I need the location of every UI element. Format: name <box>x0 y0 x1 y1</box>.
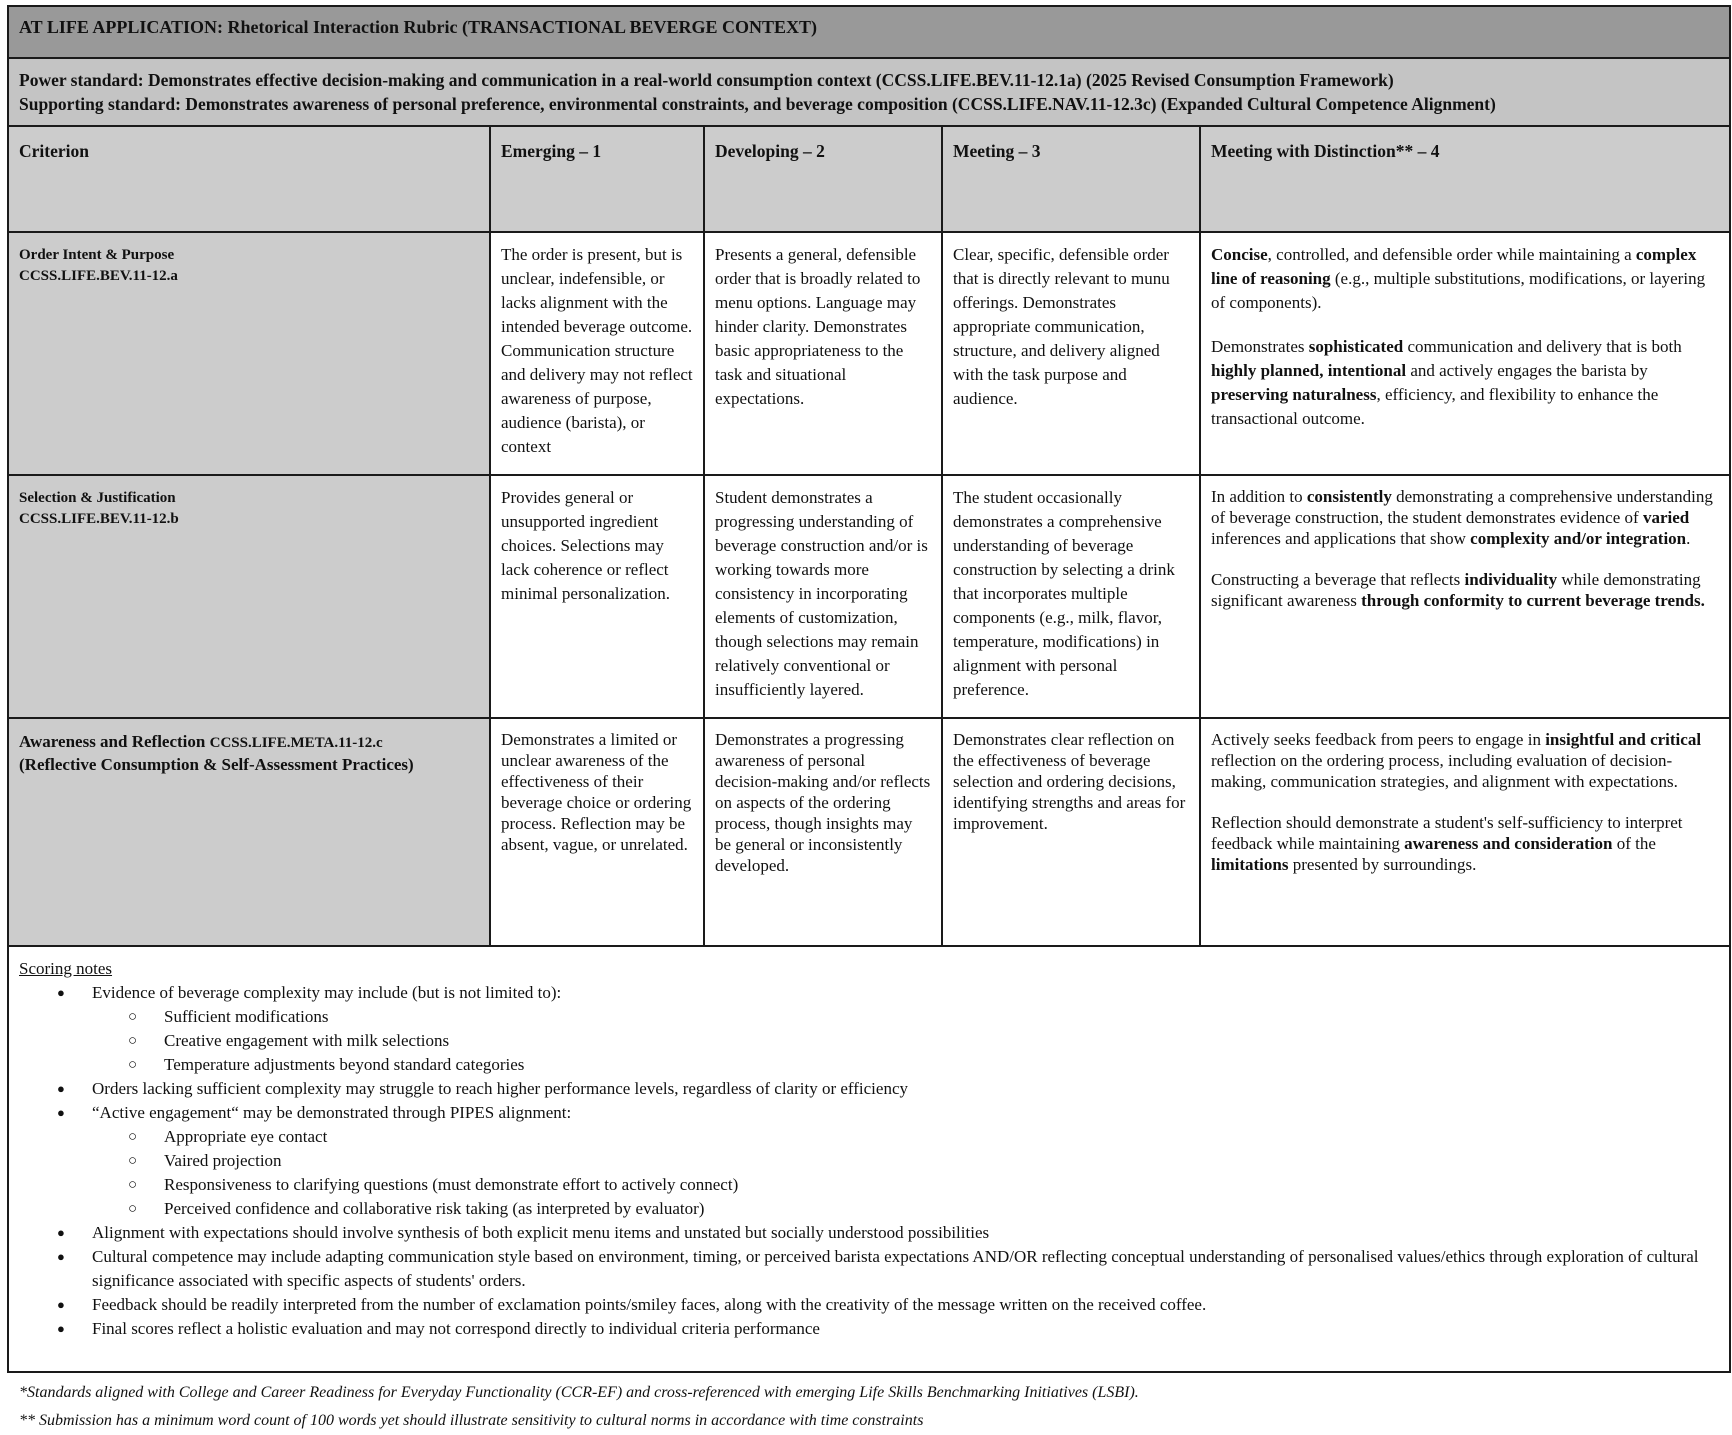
list-item: ○ Sufficient modifications <box>164 1005 1719 1029</box>
rubric-title: AT LIFE APPLICATION: Rhetorical Interaction Rubric (TRANSACTIONAL BEVERGE CONTEXT) <box>8 6 1730 58</box>
header-distinction: Meeting with Distinction** – 4 <box>1200 126 1730 232</box>
emerging-cell: Demonstrates a limited or unclear awareness of the effectiveness of their beverage choice or ordering process. Reflection may be absent, vague, or unrelated. <box>490 718 704 946</box>
list-item: ○ Responsiveness to clarifying questions (must demonstrate effort to actively connect) <box>164 1173 1719 1197</box>
list-item: ● Cultural competence may include adapting communication style based on environment, timing, or perceived barista expectations AND/OR reflecting conceptual understanding of personalised values/ethics through exploration of cultural significance associated with specific aspects of students' orders. <box>92 1245 1719 1293</box>
scoring-notes-list <box>19 981 1719 1341</box>
header-criterion: Criterion <box>8 126 490 232</box>
scoring-notes <box>8 946 1730 1372</box>
footnote-submission: ** Submission has a minimum word count of 100 words yet should illustrate sensitivity to cultural norms in accordance with time constraints <box>19 1412 924 1429</box>
criterion-code: CCSS.LIFE.BEV.11-12.b <box>19 511 179 527</box>
sub-list <box>92 1125 1719 1221</box>
footnote-standards: *Standards aligned with College and Career Readiness for Everyday Functionality (CCR-EF) and cross-referenced with emerging Life Skills Benchmarking Initiatives (LSBI). <box>19 1384 1139 1401</box>
distinction-paragraph: Concise, controlled, and defensible order while maintaining a complex line of reasoning (e.g., multiple substitutions, modifications, or layering of components). <box>1211 245 1706 312</box>
list-item: ○ Temperature adjustments beyond standard categories <box>164 1053 1719 1077</box>
list-item: ● Evidence of beverage complexity may include (but is not limited to): ○ Sufficient modifications ○ Creative engagement with milk selections ○ Temperature adjustments beyond standard categories <box>92 981 1719 1077</box>
criterion-name: Selection & Justification <box>19 490 176 506</box>
distinction-paragraph: Reflection should demonstrate a student's self-sufficiency to interpret feedback while maintaining awareness and consideration of the limitations presented by surroundings. <box>1211 813 1683 874</box>
scoring-notes-title: Scoring notes <box>19 959 113 978</box>
header-meeting: Meeting – 3 <box>942 126 1200 232</box>
header-emerging: Emerging – 1 <box>490 126 704 232</box>
list-item: ● Feedback should be readily interpreted from the number of exclamation points/smiley faces, along with the creativity of the message written on the received coffee. <box>92 1293 1719 1317</box>
table-row <box>8 232 1730 475</box>
distinction-cell <box>1200 232 1730 475</box>
standards-block <box>8 58 1730 126</box>
distinction-cell <box>1200 718 1730 946</box>
criterion-cell <box>8 718 490 946</box>
power-standard: Power standard: Demonstrates effective decision-making and communication in a real-world consumption context (CCSS.LIFE.BEV.11-12.1a) (2025 Revised Consumption Framework) <box>19 70 1394 90</box>
developing-cell: Presents a general, defensible order that is broadly related to menu options. Language may hinder clarity. Demonstrates basic appropriateness to the task and situational expectations. <box>704 232 942 475</box>
list-item: ● Final scores reflect a holistic evaluation and may not correspond directly to individual criteria performance <box>92 1317 1719 1341</box>
developing-cell: Student demonstrates a progressing understanding of beverage construction and/or is working towards more consistency in incorporating elements of customization, though selections may remain relatively conventional or insufficiently layered. <box>704 475 942 718</box>
list-item: ○ Vaired projection <box>164 1149 1719 1173</box>
supporting-standard: Supporting standard: Demonstrates awareness of personal preference, environmental constraints, and beverage composition (CCSS.LIFE.NAV.11-12.3c) (Expanded Cultural Competence Alignment) <box>19 94 1496 114</box>
list-item: ○ Perceived confidence and collaborative risk taking (as interpreted by evaluator) <box>164 1197 1719 1221</box>
table-row <box>8 718 1730 946</box>
list-item: ● Alignment with expectations should involve synthesis of both explicit menu items and unstated but socially understood possibilities <box>92 1221 1719 1245</box>
emerging-cell: Provides general or unsupported ingredient choices. Selections may lack coherence or reflect minimal personalization. <box>490 475 704 718</box>
criterion-code: CCSS.LIFE.META.11-12.c <box>209 735 383 751</box>
criterion-cell <box>8 232 490 475</box>
list-item: ○ Appropriate eye contact <box>164 1125 1719 1149</box>
rubric-table <box>7 5 1731 1373</box>
header-row <box>8 126 1730 232</box>
list-item: ● Orders lacking sufficient complexity may struggle to reach higher performance levels, regardless of clarity or efficiency <box>92 1077 1719 1101</box>
distinction-paragraph: In addition to consistently demonstrating a comprehensive understanding of beverage construction, the student demonstrates evidence of varied inferences and applications that show complexity and/or integration. <box>1211 487 1713 548</box>
criterion-cell <box>8 475 490 718</box>
developing-cell: Demonstrates a progressing awareness of personal decision-making and/or reflects on aspects of the ordering process, though insights may be general or inconsistently developed. <box>704 718 942 946</box>
emerging-cell: The order is present, but is unclear, indefensible, or lacks alignment with the intended beverage outcome. Communication structure and delivery may not reflect awareness of purpose, audience (barista), or context <box>490 232 704 475</box>
sub-list <box>92 1005 1719 1077</box>
distinction-paragraph: Actively seeks feedback from peers to engage in insightful and critical reflection on the ordering process, including evaluation of decision-making, communication strategies, and alignment with expectations. <box>1211 730 1702 791</box>
criterion-code: CCSS.LIFE.BEV.11-12.a <box>19 268 178 284</box>
meeting-cell: Clear, specific, defensible order that is directly relevant to munu offerings. Demonstrates appropriate communication, structure, and delivery aligned with the task purpose and audience. <box>942 232 1200 475</box>
meeting-cell: Demonstrates clear reflection on the effectiveness of beverage selection and ordering decisions, identifying strengths and areas for improvement. <box>942 718 1200 946</box>
list-item: ● “Active engagement“ may be demonstrated through PIPES alignment: ○ Appropriate eye contact ○ Vaired projection ○ Responsiveness to clarifying questions (must demonstrate effort to actively connect) ○ Perceived confidence and collaborative risk taking (as interpreted by evaluator) <box>92 1101 1719 1221</box>
meeting-cell: The student occasionally demonstrates a comprehensive understanding of beverage construction by selecting a drink that incorporates multiple components (e.g., milk, flavor, temperature, modifications) in alignment with personal preference. <box>942 475 1200 718</box>
rubric-document <box>7 5 1729 1435</box>
distinction-paragraph: Demonstrates sophisticated communication and delivery that is both highly planned, intentional and actively engages the barista by preserving naturalness, efficiency, and flexibility to enhance the transactional outcome. <box>1211 337 1682 428</box>
criterion-name: Order Intent & Purpose <box>19 247 175 263</box>
distinction-cell <box>1200 475 1730 718</box>
list-item: ○ Creative engagement with milk selections <box>164 1029 1719 1053</box>
criterion-name: Awareness and Reflection <box>19 732 206 751</box>
criterion-subtitle: (Reflective Consumption & Self-Assessment Practices) <box>19 755 414 774</box>
header-developing: Developing – 2 <box>704 126 942 232</box>
distinction-paragraph: Constructing a beverage that reflects individuality while demonstrating significant awareness through conformity to current beverage trends. <box>1211 570 1705 610</box>
table-row <box>8 475 1730 718</box>
footnotes <box>7 1379 1729 1435</box>
